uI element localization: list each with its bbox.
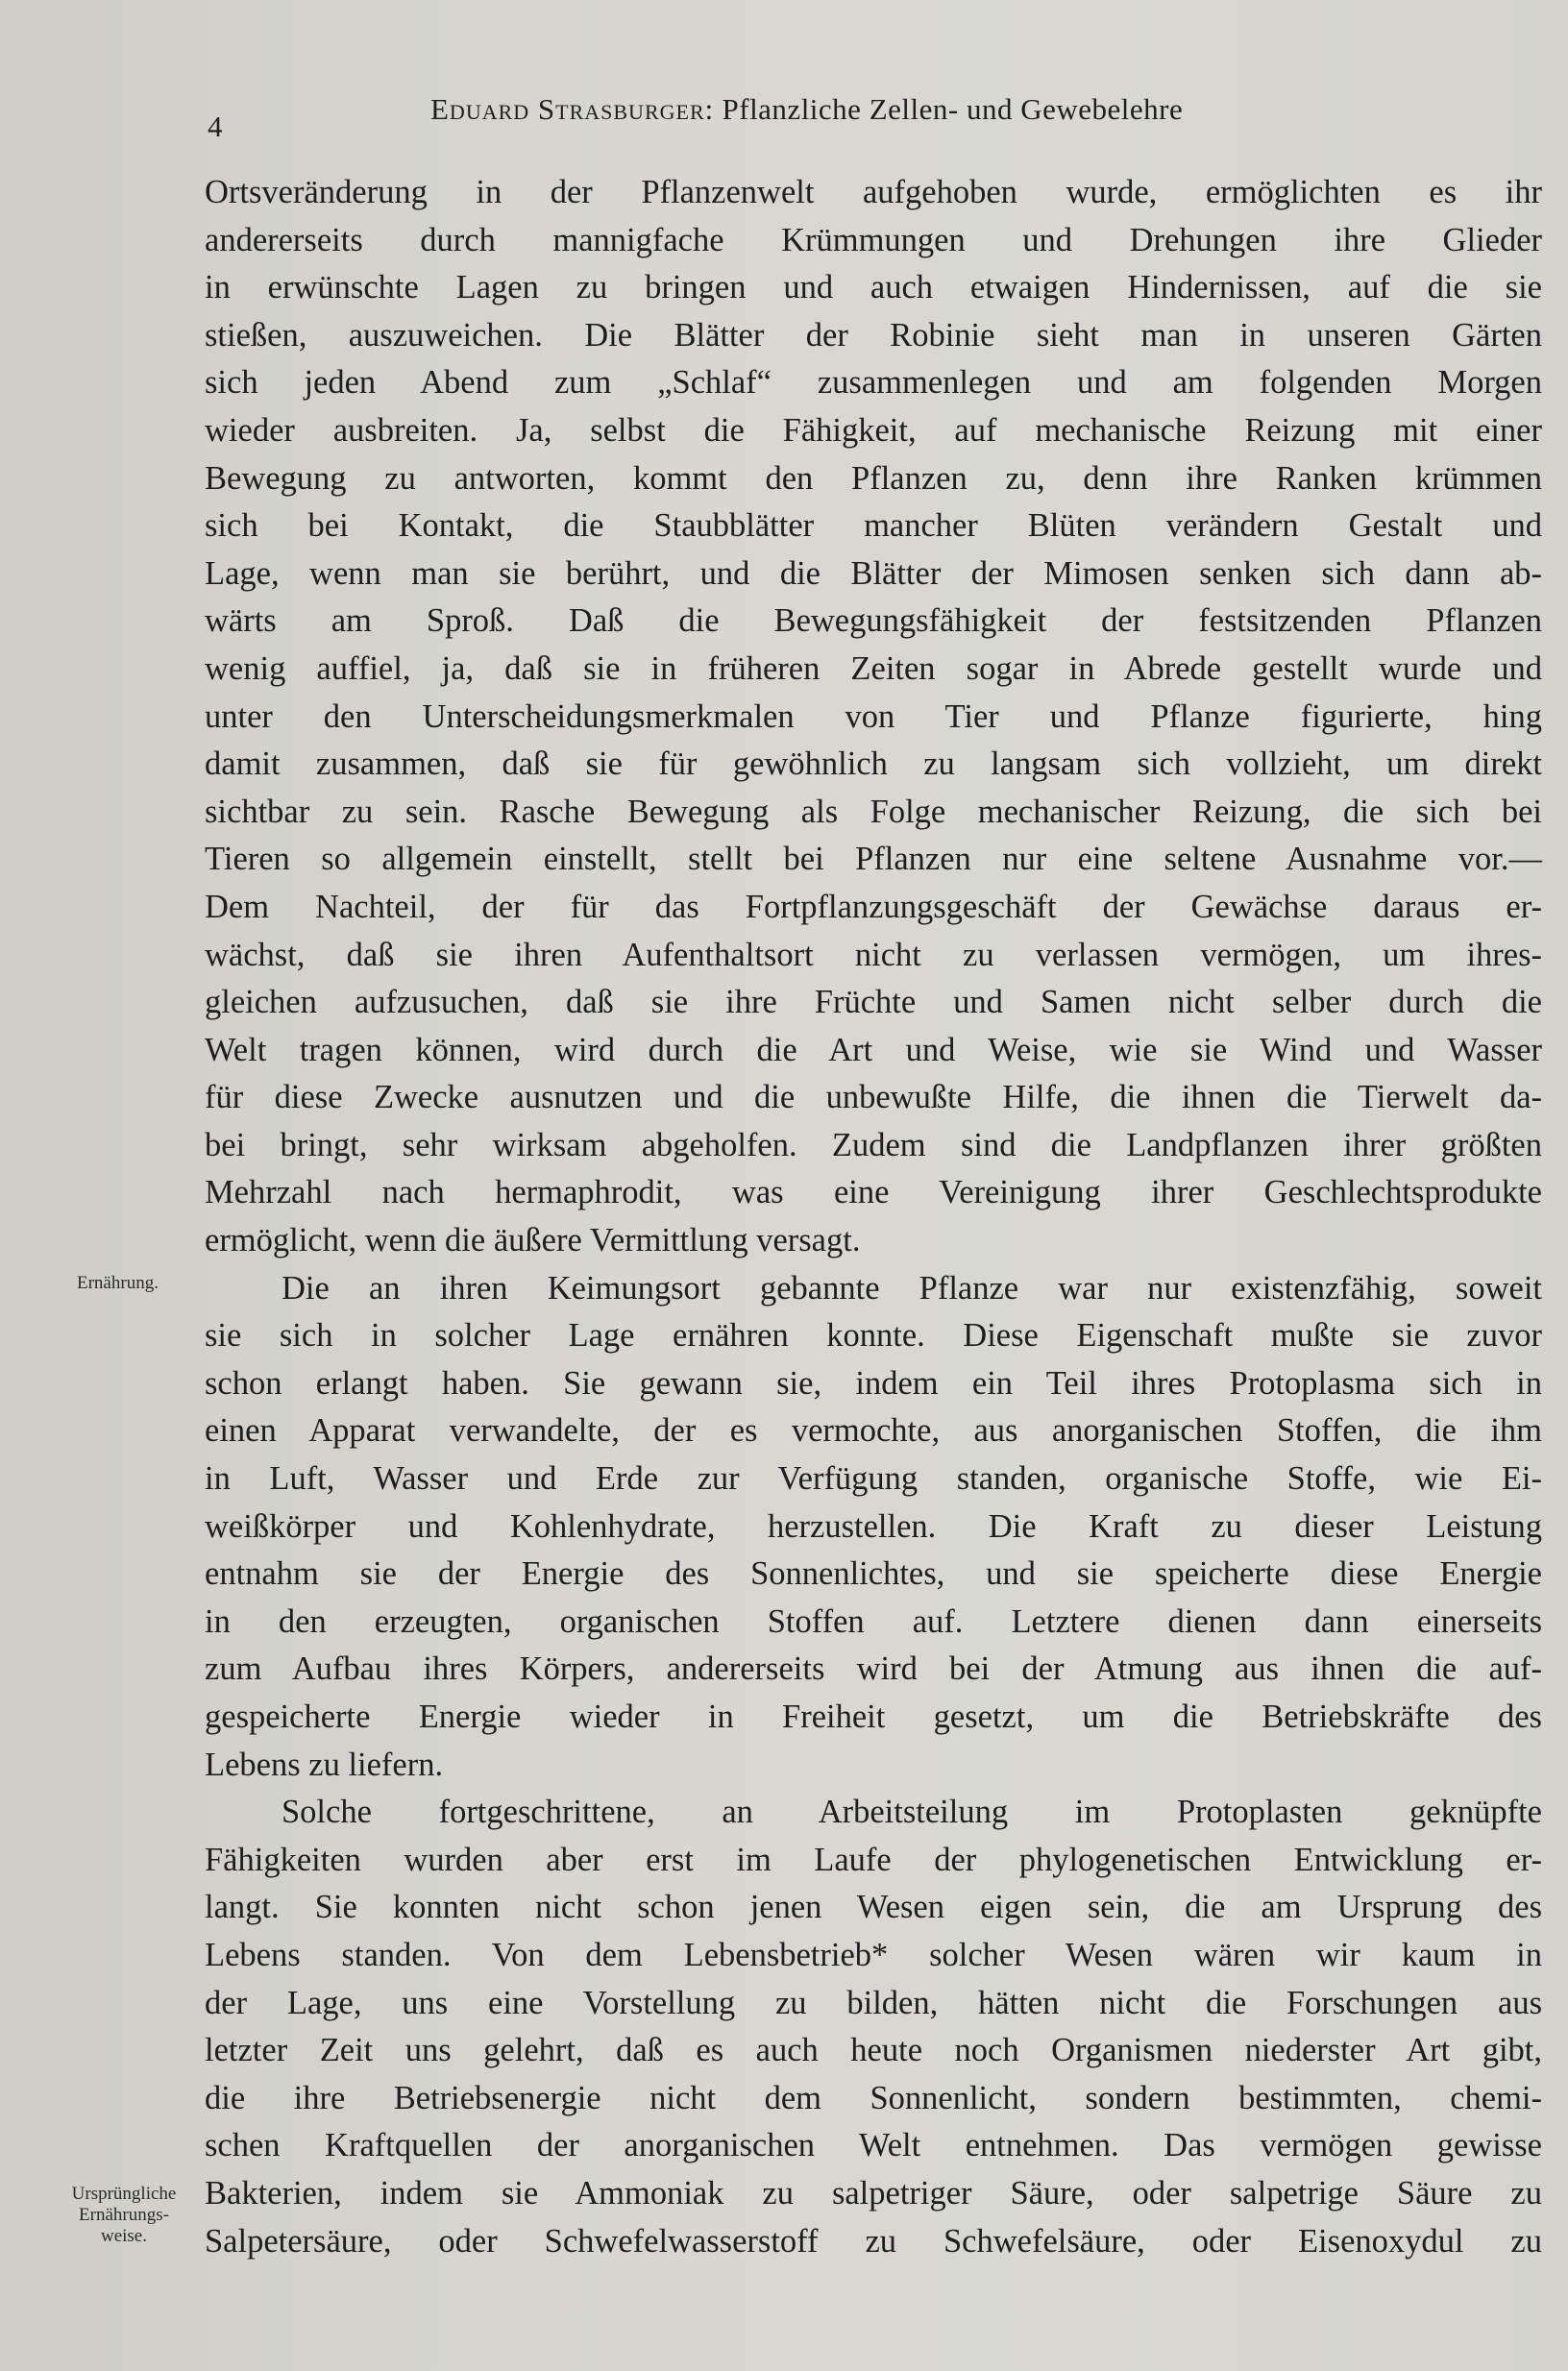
text-line: sie sich in solcher Lage ernähren konnte. Diese Eigenschaft mußte sie zuvor: [205, 1317, 1542, 1355]
text-line: die ihre Betriebsenergie nicht dem Sonnenlicht, sondern bestimmten, chemi-: [205, 2079, 1542, 2116]
text-line: Tieren so allgemein einstellt, stellt bei Pflanzen nur eine seltene Ausnahme vor.—: [205, 841, 1542, 878]
text-line: einen Apparat verwandelte, der es vermochte, aus anorganischen Stoffen, die ihm: [205, 1412, 1542, 1450]
text-line: gleichen aufzusuchen, daß sie ihre Früchte und Samen nicht selber durch die: [205, 984, 1542, 1021]
running-head-title: Pflanzliche Zellen- und Gewebelehre: [722, 92, 1184, 126]
text-line: stießen, auszuweichen. Die Blätter der Robinie sieht man in unseren Gärten: [205, 316, 1542, 354]
text-line: bei bringt, sehr wirksam abgeholfen. Zudem sind die Landpflanzen ihrer größten: [205, 1126, 1542, 1163]
text-line: sich bei Kontakt, die Staubblätter mancher Blüten verändern Gestalt und: [205, 507, 1542, 545]
text-line: Ortsveränderung in der Pflanzenwelt aufgehoben wurde, ermöglichten es ihr: [205, 174, 1542, 210]
running-head: [430, 92, 1183, 127]
text-line: in erwünschte Lagen zu bringen und auch etwaigen Hindernissen, auf die sie: [205, 269, 1542, 306]
margin-note-line: Ursprüngliche: [71, 2184, 177, 2204]
text-line: weißkörper und Kohlenhydrate, herzustellen. Die Kraft zu dieser Leistung: [205, 1507, 1542, 1545]
margin-note-line: Ernährungs-: [79, 2205, 169, 2225]
text-line: wieder ausbreiten. Ja, selbst die Fähigkeit, auf mechanische Reizung mit einer: [205, 411, 1542, 449]
text-line: entnahm sie der Energie des Sonnenlichtes, und sie speicherte diese Energie: [205, 1555, 1542, 1593]
text-line: letzter Zeit uns gelehrt, daß es auch heute noch Organismen niederster Art gibt,: [205, 2032, 1542, 2069]
text-line: Salpetersäure, oder Schwefelwasserstoff zu Schwefelsäure, oder Eisenoxydul zu: [205, 2222, 1542, 2260]
text-line: unter den Unterscheidungsmerkmalen von Tier und Pflanze figurierte, hing: [205, 697, 1542, 735]
text-line: der Lage, uns eine Vorstellung zu bilden, hätten nicht die Forschungen aus: [205, 1984, 1542, 2021]
text-line: in den erzeugten, organischen Stoffen auf. Letztere dienen dann einerseits: [205, 1602, 1542, 1640]
text-line: wärts am Sproß. Daß die Bewegungsfähigkeit der festsitzenden Pflanzen: [205, 602, 1542, 640]
text-line: Solche fortgeschrittene, an Arbeitsteilung im Protoplasten geknüpfte: [282, 1794, 1542, 1831]
text-line: andererseits durch mannigfache Krümmungen und Drehungen ihre Glieder: [205, 221, 1542, 258]
text-line: Bakterien, indem sie Ammoniak zu salpetriger Säure, oder salpetrige Säure zu: [205, 2174, 1542, 2212]
text-line: langt. Sie konnten nicht schon jenen Wesen eigen sein, die am Ursprung des: [205, 1889, 1542, 1926]
text-line: Welt tragen können, wird durch die Art und Weise, wie sie Wind und Wasser: [205, 1031, 1542, 1068]
text-line: wenig auffiel, ja, daß sie in früheren Zeiten sogar in Abrede gestellt wurde und: [205, 649, 1542, 687]
text-line: Mehrzahl nach hermaphrodit, was eine Vereinigung ihrer Geschlechtsprodukte: [205, 1174, 1542, 1211]
text-line: damit zusammen, daß sie für gewöhnlich zu langsam sich vollzieht, um direkt: [205, 746, 1542, 783]
text-line: schon erlangt haben. Sie gewann sie, indem ein Teil ihres Protoplasma sich in: [205, 1364, 1542, 1402]
running-head-author: Eduard Strasburger:: [430, 92, 715, 126]
text-line: gespeicherte Energie wieder in Freiheit gesetzt, um die Betriebskräfte des: [205, 1699, 1542, 1735]
text-line: Lebens standen. Von dem Lebensbetrieb* solcher Wesen wären wir kaum in: [205, 1936, 1542, 1973]
text-line: Fähigkeiten wurden aber erst im Laufe der phylogenetischen Entwicklung er-: [205, 1841, 1542, 1878]
text-line: ermöglicht, wenn die äußere Vermittlung versagt.: [205, 1222, 861, 1259]
text-line: Die an ihren Keimungsort gebannte Pflanze war nur existenzfähig, soweit: [282, 1269, 1542, 1307]
text-line: wächst, daß sie ihren Aufenthaltsort nicht zu verlassen vermögen, um ihres-: [205, 936, 1542, 973]
text-line: zum Aufbau ihres Körpers, andererseits wird bei der Atmung aus ihnen die auf-: [205, 1650, 1542, 1688]
page-number: 4: [208, 110, 223, 143]
page-header: [208, 88, 1543, 146]
body-text: [205, 169, 1542, 2265]
text-line: Bewegung zu antworten, kommt den Pflanzen zu, denn ihre Ranken krümmen: [205, 459, 1542, 497]
text-line: Lage, wenn man sie berührt, und die Blätter der Mimosen senken sich dann ab-: [205, 554, 1542, 592]
text-line: in Luft, Wasser und Erde zur Verfügung standen, organische Stoffe, wie Ei-: [205, 1460, 1542, 1498]
text-line: Dem Nachteil, der für das Fortpflanzungsgeschäft der Gewächse daraus er-: [205, 888, 1542, 925]
text-line: sich jeden Abend zum „Schlaf“ zusammenlegen und am folgenden Morgen: [205, 364, 1542, 402]
margin-note-line: weise.: [100, 2226, 147, 2246]
margin-note-urspruengliche-ernaehrungsweise: [42, 2184, 206, 2247]
text-line: sichtbar zu sein. Rasche Bewegung als Folge mechanischer Reizung, die sich bei: [205, 793, 1542, 830]
margin-note-ernaehrung: Ernährung.: [77, 1273, 159, 1293]
text-line: Lebens zu liefern.: [205, 1746, 444, 1783]
text-line: für diese Zwecke ausnutzen und die unbewußte Hilfe, die ihnen die Tierwelt da-: [205, 1079, 1542, 1116]
text-line: schen Kraftquellen der anorganischen Welt entnehmen. Das vermögen gewisse: [205, 2127, 1542, 2164]
